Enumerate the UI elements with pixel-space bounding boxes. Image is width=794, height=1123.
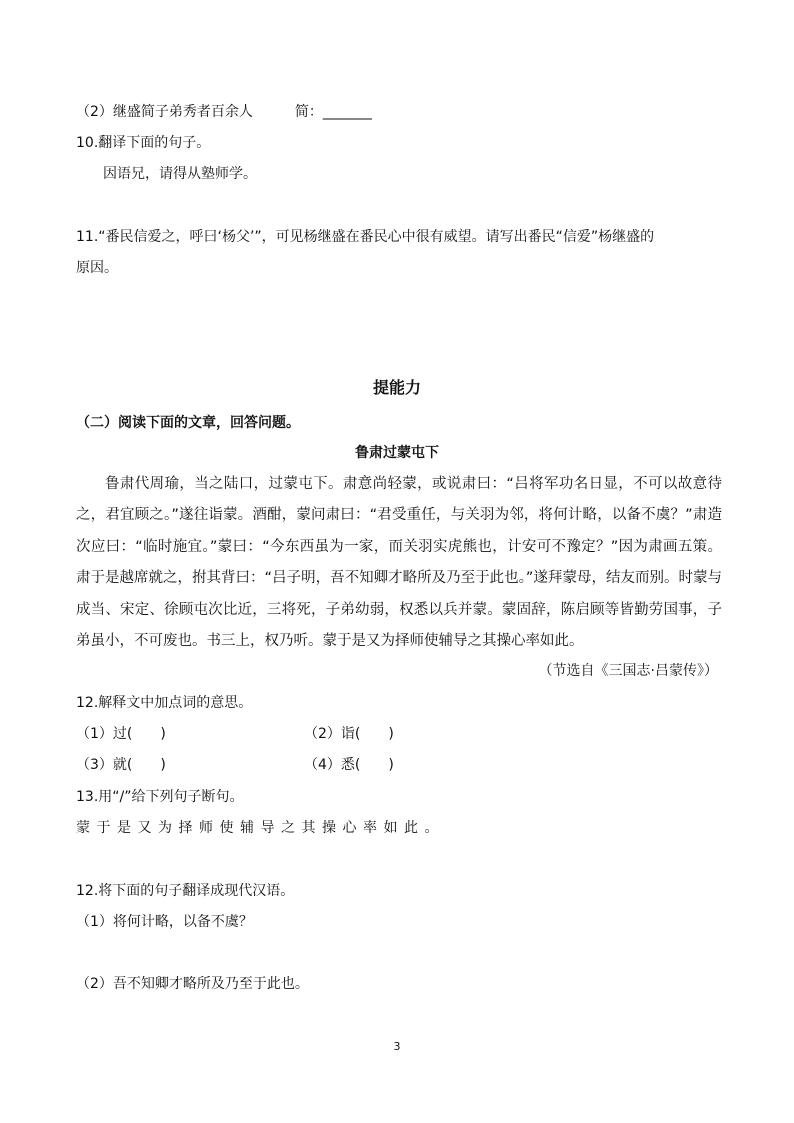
q11-line2: 原因。 — [76, 260, 118, 276]
passage-title: 鲁肃过蒙屯下 — [355, 445, 439, 461]
q12-option-4: （4）悉( ) — [304, 757, 394, 773]
part2-heading: （二）阅读下面的文章，回答问题。 — [76, 415, 300, 431]
section-title: 提能力 — [372, 378, 421, 397]
page-number: 3 — [393, 1040, 401, 1053]
q10-stem: 10.翻译下面的句子。 — [76, 135, 211, 151]
q13-stem: 13.用“/”给下列句子断句。 — [76, 789, 244, 805]
passage-paragraph: 鲁肃代周瑜，当之陆口，过蒙屯下。肃意尚轻蒙，或说肃曰：“吕将军功名日显，不可以故意待之，君宜顾之。”遂往诣蒙。酒酣，蒙问肃曰：“君受重任，与关羽为邻，将何计略，以备不虞？”肃造次应曰：“临时施宜。”蒙曰：“今东西虽为一家，而关羽实虎熊也，计安可不豫定？”因为肃画五策。肃于是越席就之，拊其背曰：“吕子明，吾不知卿才略所及乃至于此也。”遂拜蒙母，结友而别。时蒙与成当、宋定、徐顾屯次比近，三将死，子弟幼弱，权悉以兵并蒙。蒙固辞，陈启顾等皆勤劳国事，子弟虽小，不可废也。书三上，权乃听。蒙于是又为择师使辅导之其操心率如此。 — [76, 476, 722, 650]
q12-option-2: （2）诣( ) — [304, 726, 394, 742]
q12-stem: 12.解释文中加点词的意思。 — [76, 695, 253, 711]
q13-sentence: 蒙于是又为择师使辅导之其操心率如此。 — [76, 820, 445, 836]
q12-option-1: （1）过( ) — [76, 726, 166, 742]
q14-item-2: （2）吾不知卿才略所及乃至于此也。 — [76, 976, 309, 992]
q12-option-3: （3）就( ) — [76, 757, 166, 773]
q11-line1: 11.“番民信爱之，呼曰‘杨父’”，可见杨继盛在番民心中很有威望。请写出番民“信爱”杨继盛的 — [76, 229, 655, 245]
q10-sentence: 因语兄，请得从塾师学。 — [103, 166, 257, 182]
q14-item-1: （1）将何计略，以备不虞？ — [76, 914, 253, 930]
passage-source: （节选自《三国志·吕蒙传》） — [538, 663, 718, 679]
passage-body — [76, 469, 722, 657]
q9-item2: （2）继盛简子弟秀者百余人 简：_______ — [76, 104, 372, 120]
q14-stem: 12.将下面的句子翻译成现代汉语。 — [76, 883, 295, 899]
